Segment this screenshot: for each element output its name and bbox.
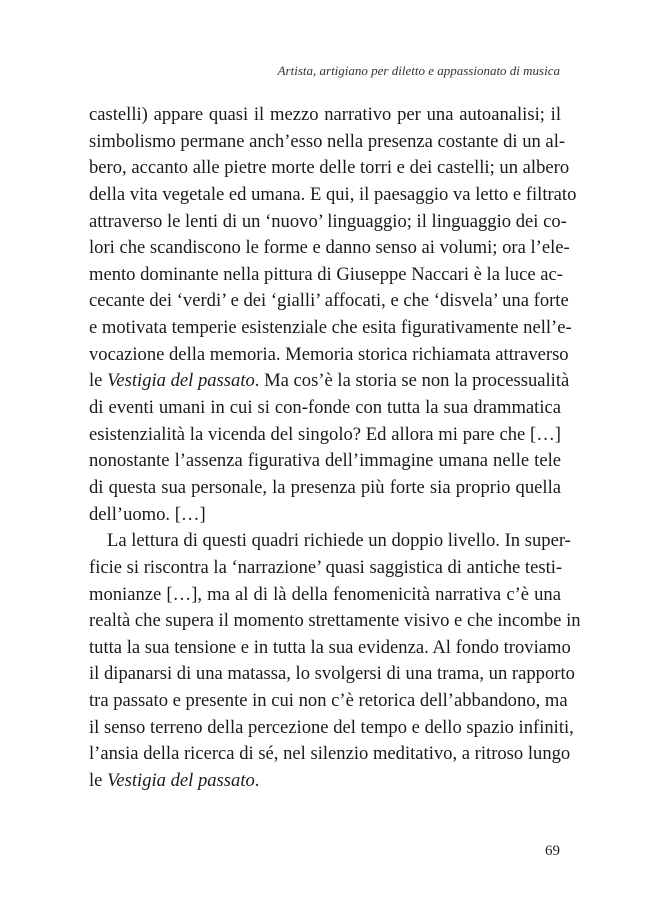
text-line xyxy=(89,741,571,768)
text-run: esistenzialità la vicenda del singolo? Ed allora mi pare che […] xyxy=(89,423,561,445)
text-line xyxy=(89,635,571,662)
text-run: il senso terreno della percezione del tempo e dello spazio infiniti, xyxy=(89,716,574,738)
paragraph xyxy=(89,102,577,528)
text-line xyxy=(89,368,570,395)
text-run: le xyxy=(89,770,108,792)
text-run: vocazione della memoria. Memoria storica richiamata attraverso xyxy=(89,343,569,365)
text-run: realtà che supera il momento strettamente visivo e che incombe in xyxy=(89,610,581,632)
text-run: ficie si riscontra la ‘narrazione’ quasi saggistica di antiche testi- xyxy=(89,556,563,578)
text-run: simbolismo permane anch’esso nella presenza costante di un al- xyxy=(89,130,566,152)
text-run: La lettura di questi quadri richiede un doppio livello. In super- xyxy=(107,530,571,552)
text-line xyxy=(89,288,569,315)
text-run: le xyxy=(89,370,108,392)
text-line xyxy=(89,235,570,262)
text-run: lori che scandiscono le forme e danno senso ai volumi; ora l’ele- xyxy=(89,237,570,259)
text-run: tra passato e presente in cui non c’è retorica dell’abbandono, ma xyxy=(89,690,568,712)
text-line xyxy=(89,502,561,529)
paragraph xyxy=(89,528,581,794)
text-line xyxy=(89,155,570,182)
text-line xyxy=(89,688,568,715)
body-text xyxy=(89,102,581,795)
text-line xyxy=(89,262,561,289)
italic-title: Vestigia del passato xyxy=(107,370,255,392)
text-line xyxy=(89,555,561,582)
text-line xyxy=(89,475,561,502)
text-line xyxy=(89,715,574,742)
text-run: . Ma cos’è la storia se non la processualità xyxy=(254,370,570,392)
text-run: della vita vegetale ed umana. E qui, il paesaggio va letto e filtrato xyxy=(89,183,577,205)
text-run: bero, accanto alle pietre morte delle torri e dei castelli; un albero xyxy=(89,157,570,179)
text-run: l’ansia della ricerca di sé, nel silenzio meditativo, a ritroso lungo xyxy=(89,743,571,765)
text-run: il dipanarsi di una matassa, lo svolgersi di una trama, un rapporto xyxy=(89,663,575,685)
text-line xyxy=(89,608,581,635)
italic-title: Vestigia del passato xyxy=(107,770,255,792)
text-run: attraverso le lenti di un ‘nuovo’ linguaggio; il linguaggio dei co- xyxy=(89,210,567,232)
text-line xyxy=(89,102,561,129)
page-number: 69 xyxy=(545,843,560,859)
text-run: mento dominante nella pittura di Giuseppe Naccari è la luce ac- xyxy=(89,263,563,285)
text-line xyxy=(89,182,577,209)
text-run: di questa sua personale, la presenza più forte sia proprio quella xyxy=(89,476,561,498)
text-run: monianze […], ma al di là della fenomenicità narrativa c’è una xyxy=(89,583,561,605)
text-line xyxy=(89,342,569,369)
text-line xyxy=(89,661,575,688)
text-line xyxy=(89,448,561,475)
text-line xyxy=(89,422,561,449)
text-run: . xyxy=(254,770,260,792)
running-head: Artista, artigiano per diletto e appassionato di musica xyxy=(277,63,560,78)
text-run: castelli) appare quasi il mezzo narrativo per una autoanalisi; il xyxy=(89,104,561,125)
text-line xyxy=(89,582,561,609)
text-line xyxy=(89,315,572,342)
text-run: e motivata temperie esistenziale che esita figurativamente nell’e- xyxy=(89,317,572,339)
text-line xyxy=(89,209,567,236)
text-run: dell’uomo. […] xyxy=(89,503,206,525)
text-line xyxy=(89,768,561,795)
text-line xyxy=(89,395,561,422)
text-run: tutta la sua tensione e in tutta la sua evidenza. Al fondo troviamo xyxy=(89,636,571,658)
text-run: nonostante l’assenza figurativa dell’immagine umana nelle tele xyxy=(89,450,561,472)
text-run: cecante dei ‘verdi’ e dei ‘gialli’ affocati, e che ‘disvela’ una forte xyxy=(89,290,569,312)
text-line xyxy=(89,528,571,555)
text-run: di eventi umani in cui si con-fonde con tutta la sua drammatica xyxy=(89,397,561,419)
text-line xyxy=(89,129,566,156)
